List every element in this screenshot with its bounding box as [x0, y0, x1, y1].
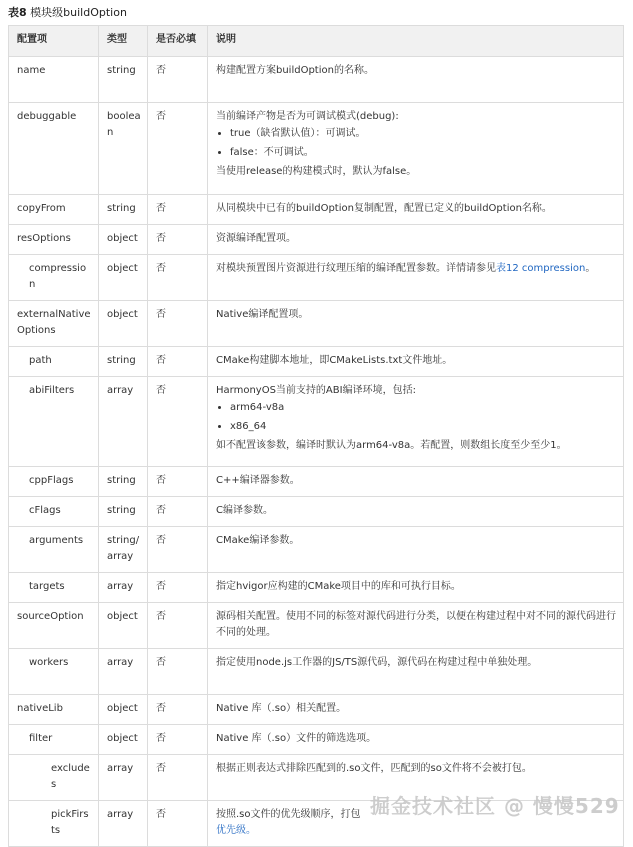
cell-type: object [99, 695, 148, 725]
cell-desc: C编译参数。 [208, 497, 624, 527]
cell-desc [208, 103, 624, 195]
cell-required: 否 [148, 603, 208, 649]
watermark: 掘金技术社区 @ 慢慢529 [370, 794, 620, 818]
cell-required: 否 [148, 195, 208, 225]
cell-name: name [9, 57, 99, 103]
cell-desc: 指定使用node.js工作器的JS/TS源代码，源代码在构建过程中单独处理。 [208, 649, 624, 695]
caption-title: 模块级buildOption [30, 6, 127, 19]
cell-type: array [99, 755, 148, 801]
table-row [9, 195, 624, 225]
table-row [9, 527, 624, 573]
table-row [9, 103, 624, 195]
cell-desc: 根据正则表达式排除匹配到的.so文件，匹配到的so文件将不会被打包。 [208, 755, 624, 801]
cell-name: pickFirsts [9, 801, 99, 847]
cell-name: compression [9, 255, 99, 301]
cell-desc: Native编译配置项。 [208, 301, 624, 347]
cell-name: targets [9, 573, 99, 603]
bullet-list [216, 126, 617, 161]
cell-name: arguments [9, 527, 99, 573]
desc-text: 对模块预置图片资源进行纹理压缩的编译配置参数。详情请参见 [216, 263, 496, 274]
cell-type: object [99, 301, 148, 347]
cell-required: 否 [148, 347, 208, 377]
bullet-item: • x86_64 [230, 419, 617, 435]
header-desc: 说明 [208, 26, 624, 57]
desc-note: 优先级。 [216, 825, 256, 836]
compression-table-link[interactable]: 表12 compression [496, 263, 586, 274]
cell-required: 否 [148, 467, 208, 497]
table-row [9, 603, 624, 649]
cell-name: debuggable [9, 103, 99, 195]
desc-note: 如不配置该参数，编译时默认为arm64-v8a。若配置，则数组长度至少至少1。 [216, 440, 567, 451]
cell-required: 否 [148, 649, 208, 695]
cell-type: string [99, 347, 148, 377]
header-type: 类型 [99, 26, 148, 57]
caption-label: 表8 [8, 6, 27, 19]
cell-name: externalNativeOptions [9, 301, 99, 347]
table-header-row [9, 26, 624, 57]
desc-tail: 。 [585, 263, 596, 274]
cell-type: boolean [99, 103, 148, 195]
cell-type: array [99, 649, 148, 695]
table-caption [8, 4, 127, 20]
cell-desc: CMake编译参数。 [208, 527, 624, 573]
table-row [9, 467, 624, 497]
desc-note: 当使用release的构建模式时，默认为false。 [216, 166, 417, 177]
table-row [9, 725, 624, 755]
cell-type: array [99, 377, 148, 467]
table-row [9, 497, 624, 527]
cell-type: string [99, 57, 148, 103]
cell-desc: Native 库（.so）文件的筛选选项。 [208, 725, 624, 755]
cell-type: object [99, 255, 148, 301]
cell-name: workers [9, 649, 99, 695]
table-row [9, 649, 624, 695]
cell-type: array [99, 801, 148, 847]
table-row [9, 573, 624, 603]
cell-required: 否 [148, 225, 208, 255]
cell-desc: 从同模块中已有的buildOption复制配置，配置已定义的buildOption名称。 [208, 195, 624, 225]
cell-required: 否 [148, 695, 208, 725]
table-row [9, 347, 624, 377]
desc-text: HarmonyOS当前支持的ABI编译环境，包括: [216, 385, 416, 396]
cell-name: resOptions [9, 225, 99, 255]
cell-type: string [99, 497, 148, 527]
desc-text: 当前编译产物是否为可调试模式(debug): [216, 111, 399, 122]
cell-desc: 指定hvigor应构建的CMake项目中的库和可执行目标。 [208, 573, 624, 603]
table-row [9, 225, 624, 255]
cell-required: 否 [148, 725, 208, 755]
cell-required: 否 [148, 497, 208, 527]
cell-name: excludes [9, 755, 99, 801]
cell-type: string/array [99, 527, 148, 573]
cell-desc: CMake构建脚本地址，即CMakeLists.txt文件地址。 [208, 347, 624, 377]
cell-type: object [99, 725, 148, 755]
cell-desc: 构建配置方案buildOption的名称。 [208, 57, 624, 103]
header-required: 是否必填 [148, 26, 208, 57]
cell-desc: Native 库（.so）相关配置。 [208, 695, 624, 725]
bullet-item: • false：不可调试。 [230, 145, 617, 161]
cell-type: string [99, 195, 148, 225]
cell-name: sourceOption [9, 603, 99, 649]
cell-required: 否 [148, 57, 208, 103]
cell-type: object [99, 225, 148, 255]
cell-type: string [99, 467, 148, 497]
bullet-list [216, 400, 617, 435]
table-row [9, 255, 624, 301]
cell-type: object [99, 603, 148, 649]
cell-name: path [9, 347, 99, 377]
cell-required: 否 [148, 301, 208, 347]
bullet-item: • arm64-v8a [230, 400, 617, 416]
table-row [9, 57, 624, 103]
header-name: 配置项 [9, 26, 99, 57]
cell-desc [208, 255, 624, 301]
build-option-table [8, 25, 624, 847]
cell-name: cFlags [9, 497, 99, 527]
cell-name: filter [9, 725, 99, 755]
cell-name: abiFilters [9, 377, 99, 467]
cell-name: copyFrom [9, 195, 99, 225]
bullet-item: • true（缺省默认值）：可调试。 [230, 126, 617, 142]
cell-required: 否 [148, 755, 208, 801]
table-row [9, 377, 624, 467]
cell-desc: 源码相关配置。使用不同的标签对源代码进行分类，以便在构建过程中对不同的源代码进行不同的处理。 [208, 603, 624, 649]
cell-required: 否 [148, 103, 208, 195]
cell-desc: 资源编译配置项。 [208, 225, 624, 255]
cell-desc: C++编译器参数。 [208, 467, 624, 497]
cell-required: 否 [148, 573, 208, 603]
table-row [9, 695, 624, 725]
cell-required: 否 [148, 527, 208, 573]
cell-required: 否 [148, 801, 208, 847]
cell-required: 否 [148, 255, 208, 301]
cell-required: 否 [148, 377, 208, 467]
cell-name: cppFlags [9, 467, 99, 497]
table-row [9, 301, 624, 347]
cell-desc [208, 377, 624, 467]
desc-text: 按照.so文件的优先级顺序，打包 [216, 809, 361, 820]
cell-name: nativeLib [9, 695, 99, 725]
cell-type: array [99, 573, 148, 603]
